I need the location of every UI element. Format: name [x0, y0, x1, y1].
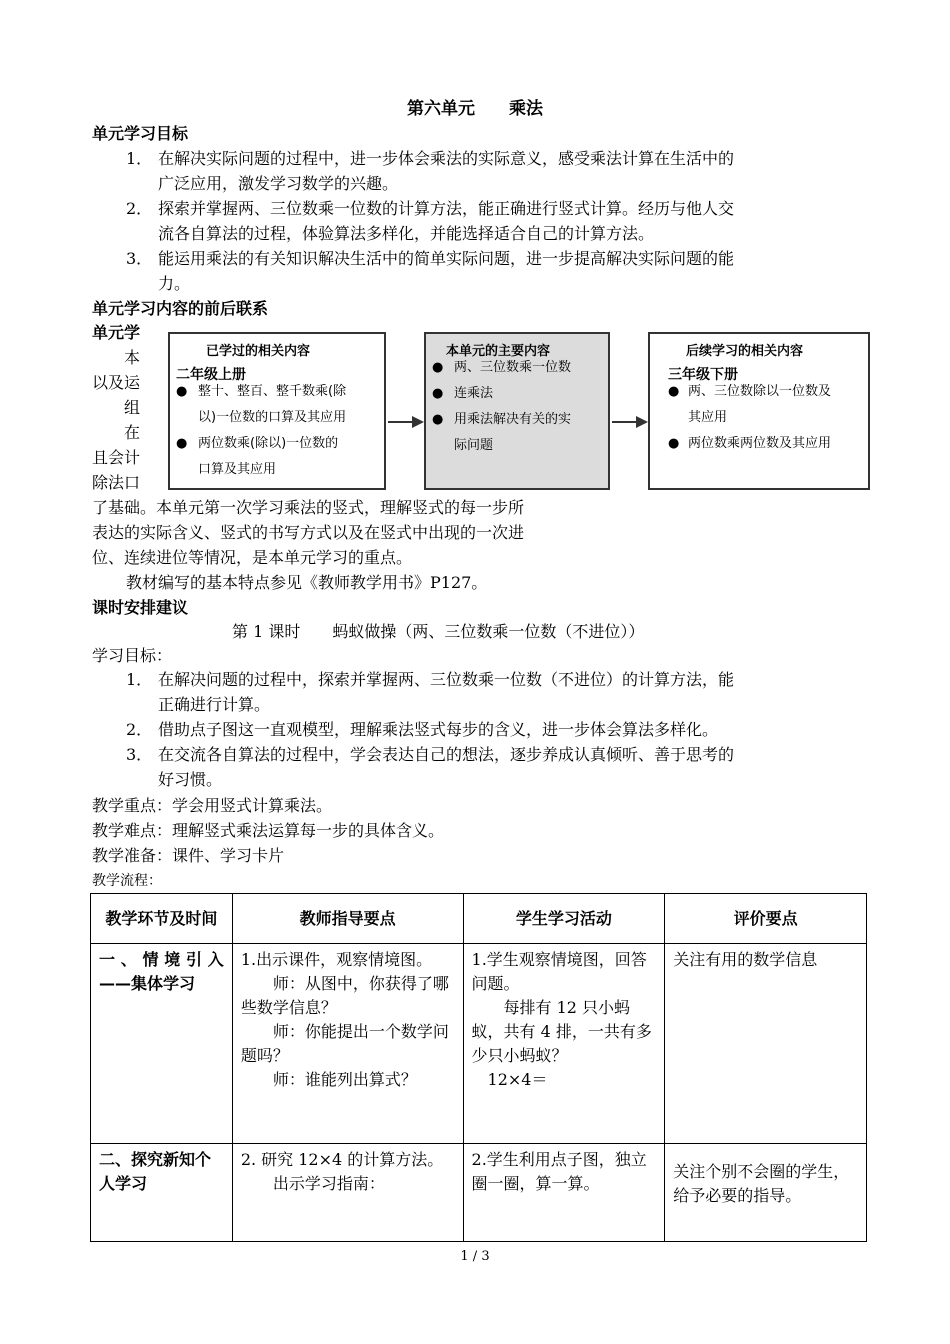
lesson-goal-1-line1: 在解决问题的过程中，探索并掌握两、三位数乘一位数（不进位）的计算方法，能 — [158, 670, 735, 689]
arrow-right-icon — [388, 421, 422, 423]
prior-item-2: 以)一位数的口算及其应用 — [198, 410, 347, 425]
main-item-3: 用乘法解决有关的实 — [454, 412, 572, 427]
teaching-flow-table — [90, 893, 867, 1242]
goal-2-line2: 流各自算法的过程，体验算法多样化，并能选择适合自己的计算方法。 — [158, 224, 655, 243]
teacher-text: 2. 研究 12×4 的计算方法。 — [240, 1150, 444, 1169]
partial-line-5: 且会计 — [92, 448, 141, 467]
follow-item-3: 两位数乘两位数及其应用 — [688, 436, 832, 451]
col-header-stage: 教学环节及时间 — [91, 894, 233, 944]
lesson-goal-2-line1: 借助点子图这一直观模型，理解乘法竖式每步的含义，进一步体会算法多样化。 — [158, 720, 719, 739]
follow-box-title: 后续学习的相关内容 — [686, 344, 804, 359]
col-header-student: 学生学习活动 — [463, 894, 665, 944]
prior-box-title: 已学过的相关内容 — [206, 344, 311, 359]
goal-1-line1: 在解决实际问题的过程中，进一步体会乘法的实际意义，感受乘法计算在生活中的 — [158, 149, 735, 168]
student-cell — [463, 944, 665, 1144]
relation-para-line-3: 位、连续进位等情况，是本单元学习的重点。 — [92, 548, 413, 567]
prior-bullet-1: ● — [176, 384, 188, 399]
student-text: 2.学生利用点子图，独立圈一圈，算一算。 — [471, 1150, 647, 1193]
main-item-2: 连乘法 — [454, 386, 494, 401]
follow-up-box — [648, 332, 870, 490]
relation-para-line-1: 了基础。本单元第一次学习乘法的竖式，理解竖式的每一步所 — [92, 498, 525, 517]
col-header-eval: 评价要点 — [665, 894, 867, 944]
schedule-heading: 课时安排建议 — [92, 598, 189, 617]
follow-bullet-2: ● — [668, 436, 680, 451]
page-number: 1 / 3 — [460, 1249, 490, 1264]
eval-text: 关注个别不会圈的学生，给予必要的指导。 — [673, 1162, 850, 1205]
eval-cell — [665, 1144, 867, 1242]
student-cell — [463, 1144, 665, 1242]
goal-3-num: 3． — [126, 249, 153, 268]
lesson-goal-1-num: 1． — [126, 670, 153, 689]
table-row — [91, 1144, 867, 1242]
table-header-row — [91, 894, 867, 944]
arrow-right-icon — [612, 421, 646, 423]
relation-subheading-partial: 单元学 — [92, 323, 141, 342]
relation-heading: 单元学习内容的前后联系 — [92, 299, 269, 318]
main-bullet-3: ● — [432, 412, 444, 427]
teacher-text: 师：谁能列出算式？ — [272, 1070, 417, 1089]
goal-3-line1: 能运用乘法的有关知识解决生活中的简单实际问题，进一步提高解决实际问题的能 — [158, 249, 735, 268]
main-item-4: 际问题 — [454, 438, 494, 453]
main-bullet-2: ● — [432, 386, 444, 401]
difficulty: 教学难点：理解竖式乘法运算每一步的具体含义。 — [92, 821, 445, 840]
main-content-box — [424, 332, 610, 490]
teacher-cell — [232, 944, 463, 1144]
prior-item-4: 口算及其应用 — [198, 462, 277, 477]
main-box-title: 本单元的主要内容 — [446, 344, 551, 359]
partial-line-4: 在 — [124, 423, 141, 442]
lesson-title: 第 1 课时 蚂蚁做操（两、三位数乘一位数（不进位）） — [232, 622, 645, 641]
prior-item-3: 两位数乘(除以)一位数的 — [198, 436, 339, 451]
lesson-goal-3-num: 3． — [126, 745, 153, 764]
goal-2-line1: 探索并掌握两、三位数乘一位数的计算方法，能正确进行竖式计算。经历与他人交 — [158, 199, 735, 218]
key-point: 教学重点：学会用竖式计算乘法。 — [92, 796, 333, 815]
student-text: 每排有 12 只小蚂蚁，共有 4 排，一共有多少只小蚂蚁？ — [471, 998, 652, 1065]
lesson-goal-1-line2: 正确进行计算。 — [158, 695, 271, 714]
teacher-cell — [232, 1144, 463, 1242]
teacher-text: 师：你能提出一个数学问题吗？ — [240, 1022, 449, 1065]
flow-label: 教学流程： — [92, 873, 162, 889]
relation-para-line-2: 表达的实际含义、竖式的书写方式以及在竖式中出现的一次进 — [92, 523, 525, 542]
preparation: 教学准备：课件、学习卡片 — [92, 846, 285, 865]
follow-item-1: 两、三位数除以一位数及 — [688, 384, 832, 399]
student-text: 12×4＝ — [487, 1070, 548, 1089]
goal-3-line2: 力。 — [158, 274, 191, 293]
relation-reference: 教材编写的基本特点参见《教师教学用书》P127。 — [126, 573, 488, 592]
prior-box-grade: 二年级上册 — [176, 367, 246, 383]
follow-bullet-1: ● — [668, 384, 680, 399]
stage-cell: 一、情境引入——集体学习 — [91, 944, 233, 1144]
teacher-text: 1.出示课件，观察情境图。 — [240, 950, 433, 969]
unit-goals-heading: 单元学习目标 — [92, 124, 189, 143]
prior-item-1: 整十、整百、整千数乘(除 — [198, 384, 347, 399]
lesson-goal-3-line2: 好习惯。 — [158, 770, 223, 789]
stage-cell: 二、探究新知个人学习 — [91, 1144, 233, 1242]
goal-1-num: 1． — [126, 149, 153, 168]
prior-knowledge-box — [168, 332, 386, 490]
eval-cell — [665, 944, 867, 1144]
main-bullet-1: ● — [432, 360, 444, 375]
lesson-goal-2-num: 2． — [126, 720, 153, 739]
goal-2-num: 2． — [126, 199, 153, 218]
eval-text: 关注有用的数学信息 — [673, 950, 818, 969]
main-item-1: 两、三位数乘一位数 — [454, 360, 572, 375]
teacher-text: 师：从图中，你获得了哪些数学信息？ — [240, 974, 449, 1017]
partial-line-2: 以及运 — [92, 373, 141, 392]
prior-bullet-2: ● — [176, 436, 188, 451]
partial-line-3: 组 — [124, 398, 141, 417]
page-title: 第六单元 乘法 — [407, 99, 543, 119]
lesson-goal-3-line1: 在交流各自算法的过程中，学会表达自己的想法，逐步养成认真倾听、善于思考的 — [158, 745, 735, 764]
follow-box-grade: 三年级下册 — [668, 367, 738, 383]
learning-goals-label: 学习目标： — [92, 646, 173, 665]
student-text: 1.学生观察情境图，回答问题。 — [471, 950, 647, 993]
partial-line-6: 除法口 — [92, 473, 141, 492]
teacher-text: 出示学习指南： — [272, 1174, 385, 1193]
follow-item-2: 其应用 — [688, 410, 728, 425]
partial-line-1: 本 — [124, 348, 141, 367]
goal-1-line2: 广泛应用，激发学习数学的兴趣。 — [158, 174, 399, 193]
col-header-teacher: 教师指导要点 — [232, 894, 463, 944]
table-row — [91, 944, 867, 1144]
